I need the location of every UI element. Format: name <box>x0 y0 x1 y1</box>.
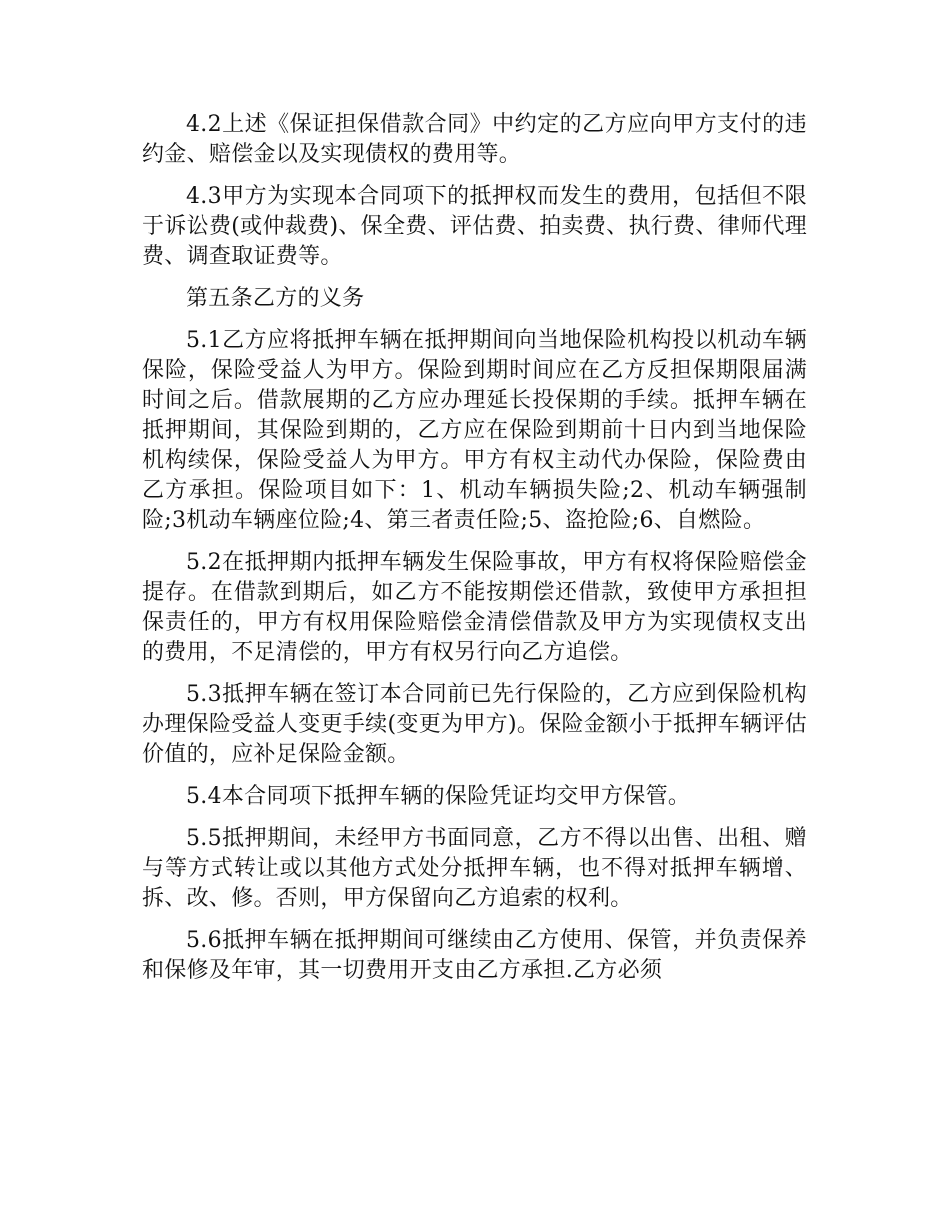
paragraph-5-1: 5.1乙方应将抵押车辆在抵押期间向当地保险机构投以机动车辆保险，保险受益人为甲方。保险到期时间应在乙方反担保期限届满时间之后。借款展期的乙方应办理延长投保期的手续。抵押车辆在抵押期间，其保险到期的，乙方应在保险到期前十日内到当地保险机构续保，保险受益人为甲方。甲方有权主动代办保险，保险费由乙方承担。保险项目如下：1、机动车辆损失险;2、机动车辆强制险;3机动车辆座位险;4、第三者责任险;5、盗抢险;6、自燃险。 <box>142 328 807 533</box>
paragraph-5-6: 5.6抵押车辆在抵押期间可继续由乙方使用、保管，并负责保养和保修及年审，其一切费用开支由乙方承担.乙方必须 <box>142 928 807 983</box>
paragraph-4-2: 4.2上述《保证担保借款合同》中约定的乙方应向甲方支付的违约金、赔偿金以及实现债权的费用等。 <box>142 112 807 167</box>
paragraph-5-3: 5.3抵押车辆在签订本合同前已先行保险的，乙方应到保险机构办理保险受益人变更手续(变更为甲方)。保险金额小于抵押车辆评估价值的，应补足保险金额。 <box>142 682 807 767</box>
paragraph-5-4: 5.4本合同项下抵押车辆的保险凭证均交甲方保管。 <box>186 784 691 809</box>
paragraph-4-3: 4.3甲方为实现本合同项下的抵押权而发生的费用，包括但不限于诉讼费(或仲裁费)、保全费、评估费、拍卖费、执行费、律师代理费、调查取证费等。 <box>142 184 807 269</box>
paragraph-5-5: 5.5抵押期间，未经甲方书面同意，乙方不得以出售、出租、赠与等方式转让或以其他方式处分抵押车辆，也不得对抵押车辆增、拆、改、修。否则，甲方保留向乙方追索的权利。 <box>142 826 807 911</box>
document-body <box>142 110 807 998</box>
paragraph-5-2: 5.2在抵押期内抵押车辆发生保险事故，甲方有权将保险赔偿金提存。在借款到期后，如乙方不能按期偿还借款，致使甲方承担担保责任的，甲方有权用保险赔偿金清偿借款及甲方为实现债权支出的费用，不足清偿的，甲方有权另行向乙方追偿。 <box>142 550 807 665</box>
section-heading-article-5: 第五条乙方的义务 <box>186 286 365 311</box>
